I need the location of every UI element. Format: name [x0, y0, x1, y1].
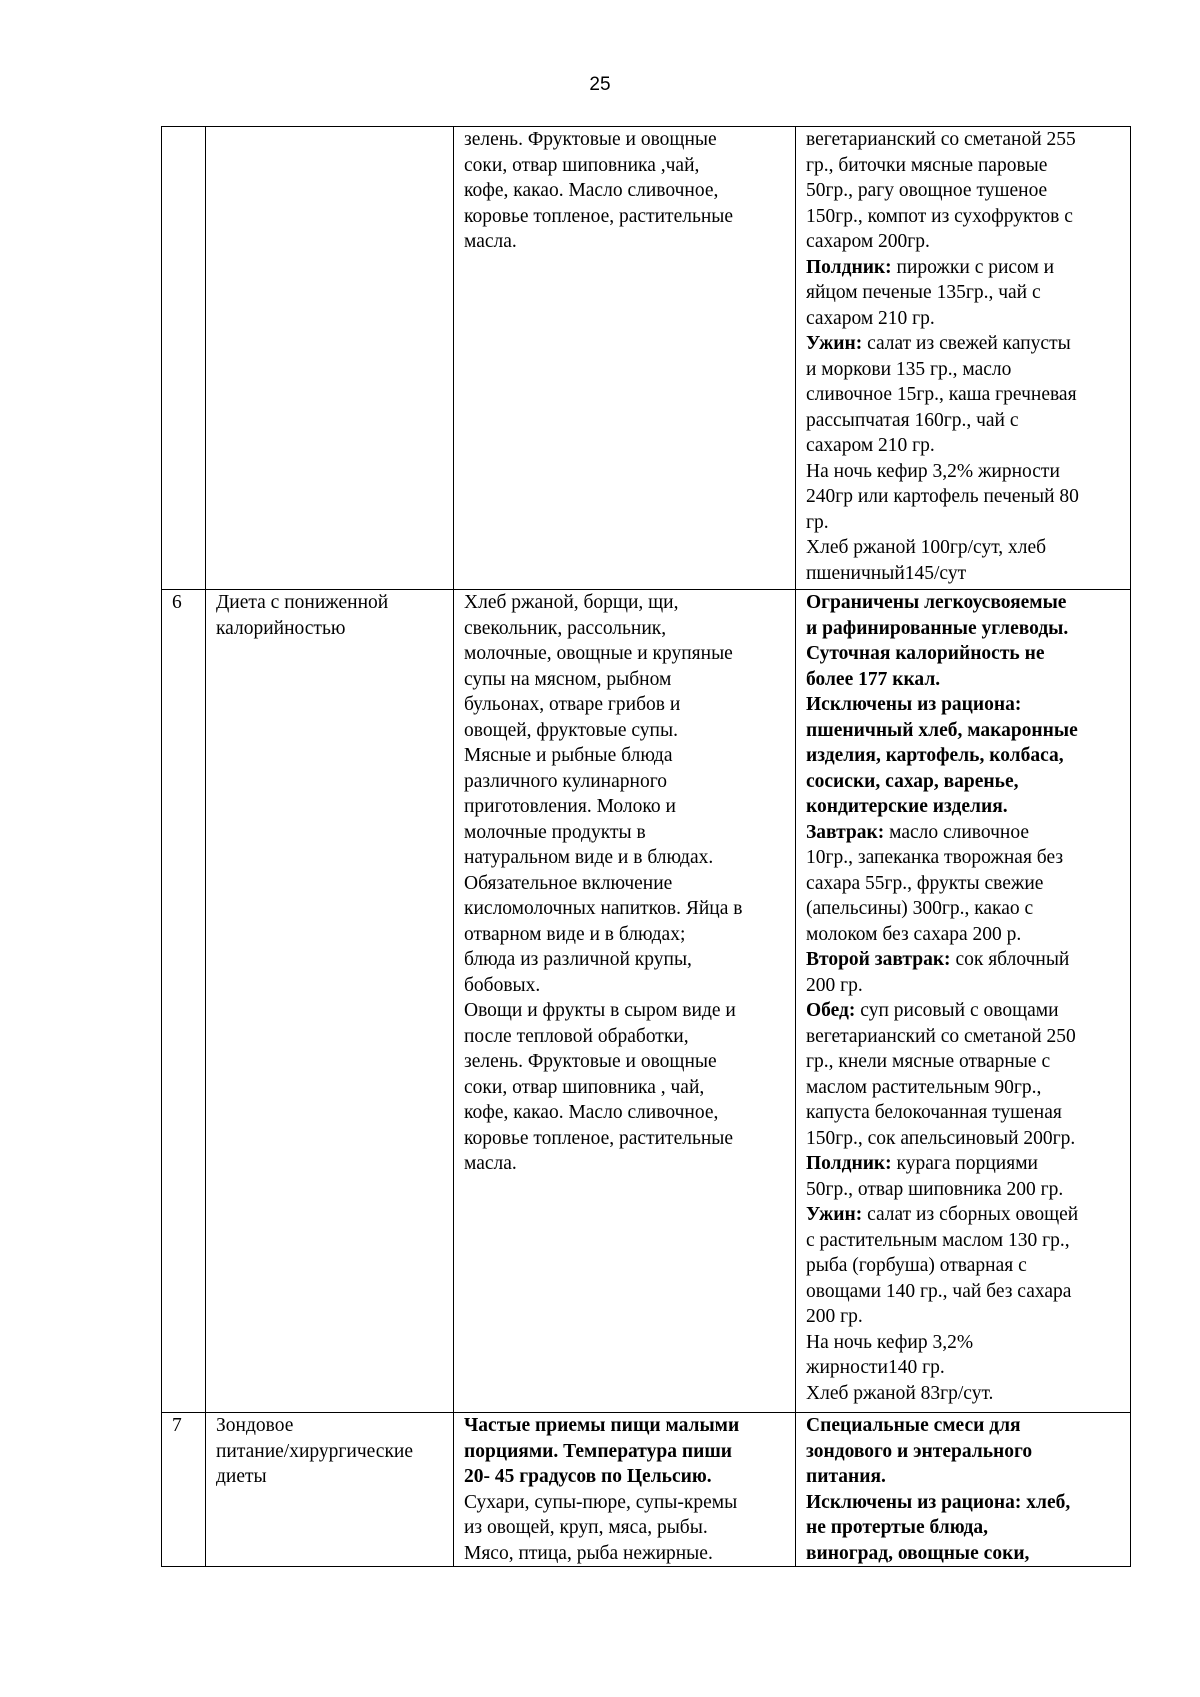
text-line — [806, 1253, 1126, 1279]
text-line — [806, 561, 1126, 587]
plain-text: сахаром 210 гр. — [806, 435, 935, 456]
text-line — [806, 1541, 1126, 1567]
text-line — [806, 998, 1126, 1024]
sample-menu-cell — [796, 590, 1131, 1413]
text-line — [806, 1228, 1126, 1254]
text-line — [464, 794, 791, 820]
sample-menu-cell — [796, 1413, 1131, 1567]
text-line — [806, 1151, 1126, 1177]
text-line — [464, 667, 791, 693]
text-line — [464, 1515, 791, 1541]
diet-name-cell — [206, 127, 454, 590]
plain-text: различного кулинарного — [464, 770, 667, 792]
text-line — [806, 535, 1126, 561]
plain-text: пшеничный145/сут — [806, 562, 967, 584]
plain-text: Овощи и фрукты в сыром виде и — [464, 1000, 736, 1021]
plain-text: Хлеб ржаной 100гр/сут, хлеб — [806, 537, 1047, 558]
plain-text: яйцом печеные 135гр., чай с — [806, 282, 1041, 303]
allowed-foods-cell — [454, 1413, 796, 1567]
text-line — [464, 590, 791, 616]
row-number: 6 — [172, 592, 182, 613]
text-line — [806, 616, 1126, 642]
bold-text: Исключены из рациона: хлеб, — [806, 1491, 1071, 1513]
plain-text: коровье топленое, растительные — [464, 205, 734, 227]
plain-text: соки, отвар шиповника , чай, — [464, 1076, 705, 1098]
plain-text: На ночь кефир 3,2% — [806, 1331, 974, 1353]
plain-text: бульонах, отваре грибов и — [464, 694, 681, 715]
plain-text: гр., биточки мясные паровые — [806, 154, 1048, 176]
bold-text: Полдник: — [806, 256, 892, 278]
bold-text: Ограничены легкоусвояемые — [806, 592, 1067, 613]
plain-text: (апельсины) 300гр., какао с — [806, 898, 1034, 919]
bold-text: Ужин: — [806, 1204, 863, 1225]
text-line — [806, 820, 1126, 846]
plain-text: отварном виде и в блюдах; — [464, 923, 686, 945]
text-line — [806, 1100, 1126, 1126]
plain-text: 150гр., сок апельсиновый 200гр. — [806, 1127, 1076, 1149]
text-line — [806, 1126, 1126, 1152]
plain-text: сахара 55гр., фрукты свежие — [806, 872, 1044, 894]
text-line — [806, 331, 1126, 357]
bold-text: Полдник: — [806, 1153, 892, 1174]
text-line — [806, 641, 1126, 667]
sample-menu-cell — [796, 127, 1131, 590]
text-line — [806, 1279, 1126, 1305]
page-number: 25 — [589, 74, 611, 95]
plain-text: масло сливочное — [884, 821, 1030, 843]
bold-text: пшеничный хлеб, макаронные — [806, 719, 1078, 741]
plain-text: 240гр или картофель печеный 80 — [806, 486, 1079, 507]
plain-text: вегетарианский со сметаной 250 — [806, 1025, 1076, 1047]
table-row — [162, 1413, 1131, 1567]
plain-text: рыба (горбуша) отварная с — [806, 1255, 1027, 1276]
text-line — [806, 667, 1126, 693]
text-line — [464, 998, 791, 1024]
bold-text: порциями. Температура пиши — [464, 1440, 733, 1462]
plain-text: из овощей, круп, мяса, рыбы. — [464, 1517, 708, 1538]
plain-text: жирности140 гр. — [806, 1357, 945, 1378]
text-line — [806, 306, 1126, 332]
plain-text: приготовления. Молоко и — [464, 796, 676, 817]
text-line — [806, 922, 1126, 948]
text-line — [216, 1413, 449, 1439]
plain-text: 50гр., отвар шиповника 200 гр. — [806, 1178, 1064, 1200]
text-line — [216, 590, 449, 616]
plain-text: молочные продукты в — [464, 821, 646, 843]
text-line — [464, 641, 791, 667]
plain-text: сахаром 200гр. — [806, 231, 930, 252]
text-line — [464, 871, 791, 897]
bold-text: сосиски, сахар, варенье, — [806, 770, 1019, 792]
text-line — [806, 433, 1126, 459]
plain-text: масла. — [464, 231, 517, 252]
row-number-cell — [162, 1413, 206, 1567]
plain-text: кисломолочных напитков. Яйца в — [464, 898, 743, 919]
text-line — [806, 1202, 1126, 1228]
text-line — [464, 1490, 791, 1516]
plain-text: салат из сборных овощей — [862, 1204, 1079, 1225]
text-line — [806, 510, 1126, 536]
plain-text: суп рисовый с овощами — [855, 1000, 1059, 1021]
text-line — [464, 1100, 791, 1126]
plain-text: Хлеб ржаной 83гр/сут. — [806, 1382, 994, 1404]
plain-text: сахаром 210 гр. — [806, 307, 935, 329]
plain-text: кофе, какао. Масло сливочное, — [464, 180, 719, 201]
plain-text: блюда из различной крупы, — [464, 949, 692, 970]
text-line — [806, 718, 1126, 744]
text-line — [806, 973, 1126, 999]
text-line — [806, 408, 1126, 434]
text-line — [464, 153, 791, 179]
plain-text: кофе, какао. Масло сливочное, — [464, 1102, 719, 1123]
bold-text: питания. — [806, 1466, 886, 1487]
plain-text: Диета с пониженной — [216, 592, 389, 613]
plain-text: салат из свежей капусты — [862, 333, 1071, 354]
plain-text: соки, отвар шиповника ,чай, — [464, 154, 700, 176]
plain-text: зелень. Фруктовые и овощные — [464, 1051, 717, 1072]
plain-text: супы на мясном, рыбном — [464, 668, 672, 690]
text-line — [806, 484, 1126, 510]
bold-text: не протертые блюда, — [806, 1517, 988, 1538]
text-line — [464, 204, 791, 230]
text-line — [216, 616, 449, 642]
text-line — [806, 1515, 1126, 1541]
bold-text: Специальные смеси для — [806, 1415, 1021, 1436]
plain-text: натуральном виде и в блюдах. — [464, 847, 714, 868]
text-line — [464, 1151, 791, 1177]
text-line — [806, 204, 1126, 230]
plain-text: сливочное 15гр., каша гречневая — [806, 384, 1077, 405]
text-line — [464, 616, 791, 642]
plain-text: вегетарианский со сметаной 255 — [806, 129, 1076, 150]
text-line — [464, 1464, 791, 1490]
plain-text: капуста белокочанная тушеная — [806, 1102, 1062, 1123]
text-line — [806, 947, 1126, 973]
plain-text: питание/хирургические — [216, 1440, 414, 1462]
text-line — [464, 769, 791, 795]
plain-text: овощами 140 гр., чай без сахара — [806, 1280, 1072, 1302]
text-line — [806, 743, 1126, 769]
plain-text: На ночь кефир 3,2% жирности — [806, 460, 1060, 482]
text-line — [464, 1075, 791, 1101]
text-line — [464, 896, 791, 922]
row-number-cell — [162, 590, 206, 1413]
text-line — [806, 590, 1126, 616]
plain-text: бобовых. — [464, 974, 541, 996]
text-line — [806, 1413, 1126, 1439]
text-line — [464, 743, 791, 769]
plain-text: диеты — [216, 1466, 267, 1487]
text-line — [806, 794, 1126, 820]
text-line — [806, 1049, 1126, 1075]
text-line — [464, 820, 791, 846]
text-line — [464, 127, 791, 153]
bold-text: Суточная калорийность не — [806, 643, 1045, 664]
text-line — [464, 947, 791, 973]
text-line — [806, 1381, 1126, 1407]
plain-text: гр., кнели мясные отварные с — [806, 1051, 1051, 1072]
text-line — [464, 922, 791, 948]
plain-text: Мясо, птица, рыба нежирные. — [464, 1542, 713, 1564]
bold-text: и рафинированные углеводы. — [806, 617, 1069, 639]
bold-text: 20- 45 градусов по Цельсию. — [464, 1466, 712, 1487]
text-line — [464, 1049, 791, 1075]
text-line — [806, 255, 1126, 281]
plain-text: пирожки с рисом и — [891, 256, 1055, 278]
plain-text: 50гр., рагу овощное тушеное — [806, 180, 1048, 201]
bold-text: изделия, картофель, колбаса, — [806, 745, 1064, 766]
text-line — [806, 1075, 1126, 1101]
text-line — [216, 1464, 449, 1490]
text-line — [806, 845, 1126, 871]
text-line — [806, 178, 1126, 204]
plain-text: коровье топленое, растительные — [464, 1127, 734, 1149]
text-line — [806, 357, 1126, 383]
text-line — [806, 1439, 1126, 1465]
plain-text: 200 гр. — [806, 974, 863, 996]
row-number-cell — [162, 127, 206, 590]
plain-text: молочные, овощные и крупяные — [464, 643, 733, 664]
plain-text: 150гр., компот из сухофруктов с — [806, 205, 1073, 227]
text-line — [464, 178, 791, 204]
text-line — [806, 382, 1126, 408]
text-line — [806, 127, 1126, 153]
text-line — [806, 871, 1126, 897]
text-line — [806, 280, 1126, 306]
bold-text: кондитерские изделия. — [806, 796, 1008, 817]
bold-text: более 177 ккал. — [806, 668, 941, 690]
plain-text: рассыпчатая 160гр., чай с — [806, 409, 1019, 431]
text-line — [464, 1413, 791, 1439]
plain-text: 10гр., запеканка творожная без — [806, 847, 1064, 868]
diet-table — [161, 126, 1131, 1567]
plain-text: маслом растительным 90гр., — [806, 1076, 1042, 1098]
text-line — [806, 229, 1126, 255]
plain-text: калорийностью — [216, 617, 346, 639]
bold-text: Завтрак: — [806, 821, 885, 843]
plain-text: с растительным маслом 130 гр., — [806, 1229, 1070, 1251]
text-line — [464, 1541, 791, 1567]
row-number: 7 — [172, 1415, 182, 1436]
bold-text: виноград, овощные соки, — [806, 1542, 1030, 1564]
text-line — [806, 1177, 1126, 1203]
allowed-foods-cell — [454, 127, 796, 590]
plain-text: 200 гр. — [806, 1306, 863, 1327]
diet-name-cell — [206, 590, 454, 1413]
text-line — [806, 1330, 1126, 1356]
plain-text: Мясные и рыбные блюда — [464, 745, 673, 766]
bold-text: Исключены из рациона: — [806, 694, 1022, 715]
text-line — [464, 1439, 791, 1465]
text-line — [806, 1304, 1126, 1330]
text-line — [806, 769, 1126, 795]
text-line — [464, 1024, 791, 1050]
text-line — [464, 229, 791, 255]
text-line — [216, 1439, 449, 1465]
text-line — [464, 718, 791, 744]
plain-text: свекольник, рассольник, — [464, 617, 667, 639]
allowed-foods-cell — [454, 590, 796, 1413]
text-line — [464, 973, 791, 999]
text-line — [806, 1024, 1126, 1050]
plain-text: сок яблочный — [950, 949, 1070, 970]
text-line — [806, 1464, 1126, 1490]
plain-text: Сухари, супы-пюре, супы-кремы — [464, 1491, 738, 1513]
plain-text: Хлеб ржаной, борщи, щи, — [464, 592, 679, 613]
plain-text: овощей, фруктовые супы. — [464, 719, 678, 741]
plain-text: Обязательное включение — [464, 872, 673, 894]
bold-text: Второй завтрак: — [806, 949, 951, 970]
diet-name-cell — [206, 1413, 454, 1567]
text-line — [806, 1355, 1126, 1381]
table-row — [162, 127, 1131, 590]
plain-text: Зондовое — [216, 1415, 294, 1436]
plain-text: курага порциями — [891, 1153, 1038, 1174]
plain-text: гр. — [806, 511, 829, 533]
plain-text: зелень. Фруктовые и овощные — [464, 129, 717, 150]
text-line — [464, 692, 791, 718]
table-row — [162, 590, 1131, 1413]
text-line — [806, 459, 1126, 485]
plain-text: после тепловой обработки, — [464, 1025, 689, 1047]
text-line — [464, 1126, 791, 1152]
bold-text: Ужин: — [806, 333, 863, 354]
text-line — [806, 692, 1126, 718]
text-line — [464, 845, 791, 871]
bold-text: Обед: — [806, 1000, 856, 1021]
bold-text: Частые приемы пищи малыми — [464, 1415, 740, 1436]
plain-text: масла. — [464, 1153, 517, 1174]
text-line — [806, 896, 1126, 922]
text-line — [806, 1490, 1126, 1516]
plain-text: молоком без сахара 200 р. — [806, 923, 1022, 945]
bold-text: зондового и энтерального — [806, 1440, 1033, 1462]
plain-text: и моркови 135 гр., масло — [806, 358, 1012, 380]
text-line — [806, 153, 1126, 179]
